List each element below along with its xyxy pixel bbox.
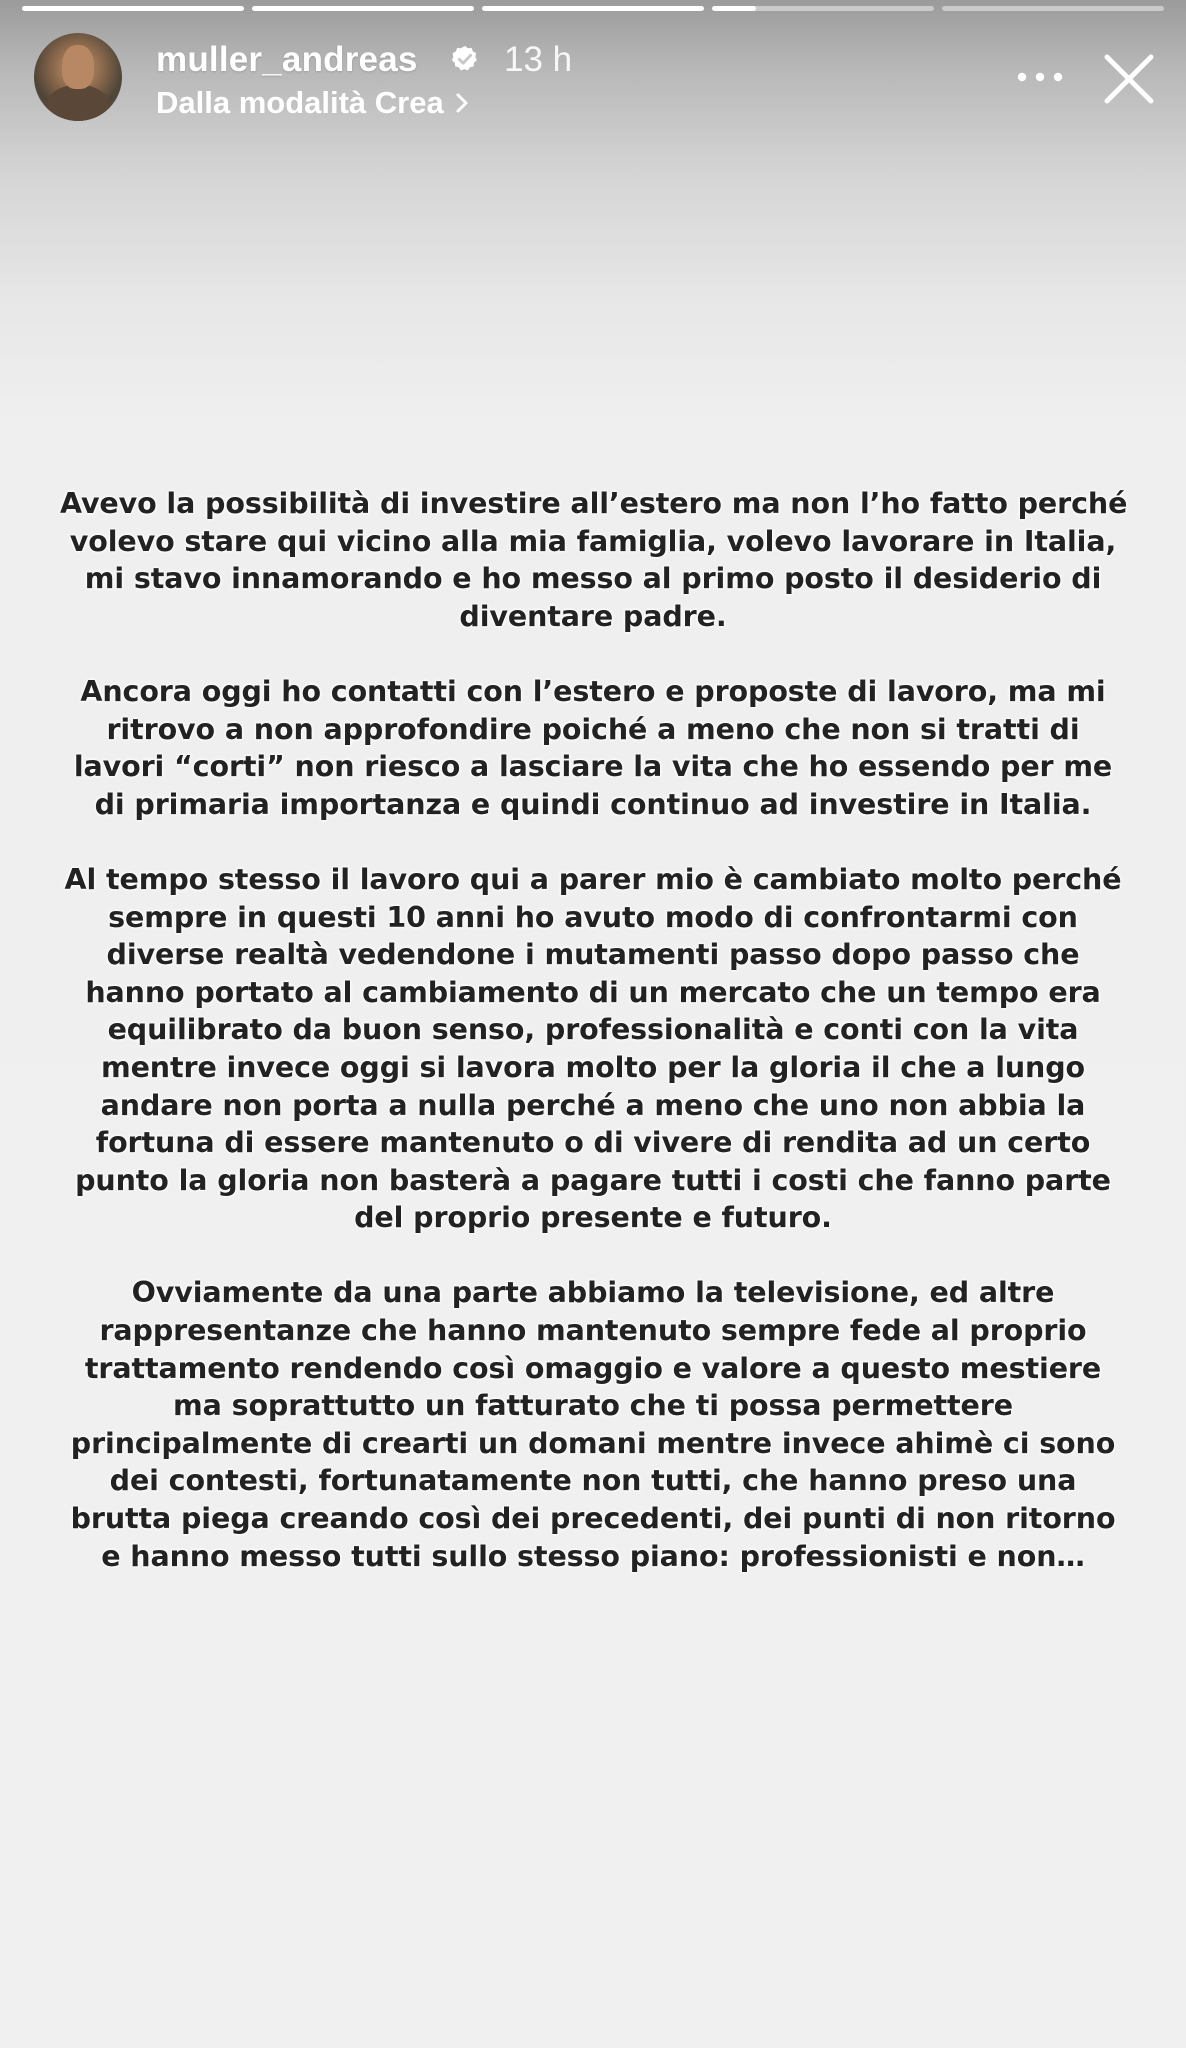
- text-line: dei contesti, fortunatamente non tutti, che hanno preso una: [109, 1464, 1077, 1498]
- text-line: equilibrato da buon senso, professionalità e conti con la vita: [107, 1013, 1079, 1047]
- story-text: [60, 485, 1126, 1613]
- text-line: Avevo la possibilità di investire all’estero ma non l’ho fatto perché: [60, 487, 1128, 520]
- text-line: di primaria importanza e quindi continuo ad investire in Italia.: [94, 787, 1092, 821]
- text-line: punto la gloria non basterà a pagare tutti i costi che fanno parte: [75, 1163, 1111, 1197]
- avatar-face-shape: [62, 45, 94, 89]
- story-paragraph: [60, 485, 1126, 635]
- text-line: diventare padre.: [459, 599, 727, 633]
- text-line: e hanno messo tutti sullo stesso piano: professionisti e non…: [101, 1539, 1085, 1573]
- username[interactable]: muller_andreas: [156, 40, 418, 79]
- story-progress-bar: [22, 6, 1164, 11]
- chevron-right-icon: [454, 92, 470, 114]
- progress-segment: [942, 6, 1164, 11]
- text-line: trattamento rendendo così omaggio e valore a questo mestiere: [84, 1351, 1102, 1385]
- post-time: 13 h: [504, 40, 573, 79]
- text-line: lavori “corti” non riesco a lasciare la vita che ho essendo per me: [73, 750, 1113, 784]
- progress-fill: [712, 6, 756, 11]
- close-icon[interactable]: [1102, 52, 1156, 106]
- progress-fill: [482, 6, 704, 11]
- text-line: brutta piega creando così dei precedenti, dei punti di non ritorno: [70, 1502, 1116, 1536]
- avatar[interactable]: [34, 33, 122, 121]
- text-line: ritrovo a non approfondire poiché a meno che non si tratti di: [106, 712, 1080, 746]
- create-mode-label: Dalla modalità Crea: [156, 85, 444, 120]
- story-paragraph: [60, 1274, 1126, 1575]
- progress-segment: [22, 6, 244, 11]
- progress-fill: [22, 6, 244, 11]
- verified-badge-icon: [450, 44, 480, 74]
- text-line: mentre invece oggi si lavora molto per la gloria il che a lungo: [100, 1050, 1086, 1084]
- progress-segment: [712, 6, 934, 11]
- story-header: [30, 30, 1156, 130]
- progress-segment: [482, 6, 704, 11]
- text-line: del proprio presente e futuro.: [354, 1201, 832, 1235]
- text-line: volevo stare qui vicino alla mia famiglia, volevo lavorare in Italia,: [69, 524, 1117, 558]
- text-line: fortuna di essere mantenuto o di vivere di rendita ad un certo: [95, 1126, 1091, 1160]
- create-mode-link[interactable]: [156, 85, 470, 121]
- progress-fill: [252, 6, 474, 11]
- text-line: hanno portato al cambiamento di un mercato che un tempo era: [85, 975, 1101, 1009]
- story-paragraph: [60, 673, 1126, 823]
- text-line: mi stavo innamorando e ho messo al primo posto il desiderio di: [84, 562, 1102, 596]
- text-line: principalmente di crearti un domani mentre invece ahimè ci sono: [70, 1426, 1116, 1460]
- story-paragraph: [60, 861, 1126, 1237]
- more-dots-icon[interactable]: [1016, 70, 1064, 84]
- avatar-body-shape: [46, 85, 110, 121]
- text-line: ma soprattutto un fatturato che ti possa permettere: [173, 1389, 1013, 1423]
- progress-segment: [252, 6, 474, 11]
- text-line: diverse realtà vedendone i mutamenti passo dopo passo che: [106, 938, 1080, 972]
- text-line: andare non porta a nulla perché a meno che uno non abbia la: [100, 1088, 1086, 1122]
- text-line: Ancora oggi ho contatti con l’estero e proposte di lavoro, ma mi: [80, 674, 1106, 708]
- text-line: rappresentanze che hanno mantenuto sempre fede al proprio: [99, 1314, 1087, 1348]
- text-line: sempre in questi 10 anni ho avuto modo di confrontarmi con: [108, 900, 1078, 934]
- text-line: Al tempo stesso il lavoro qui a parer mio è cambiato molto perché: [64, 862, 1122, 896]
- text-line: Ovviamente da una parte abbiamo la televisione, ed altre: [131, 1276, 1055, 1310]
